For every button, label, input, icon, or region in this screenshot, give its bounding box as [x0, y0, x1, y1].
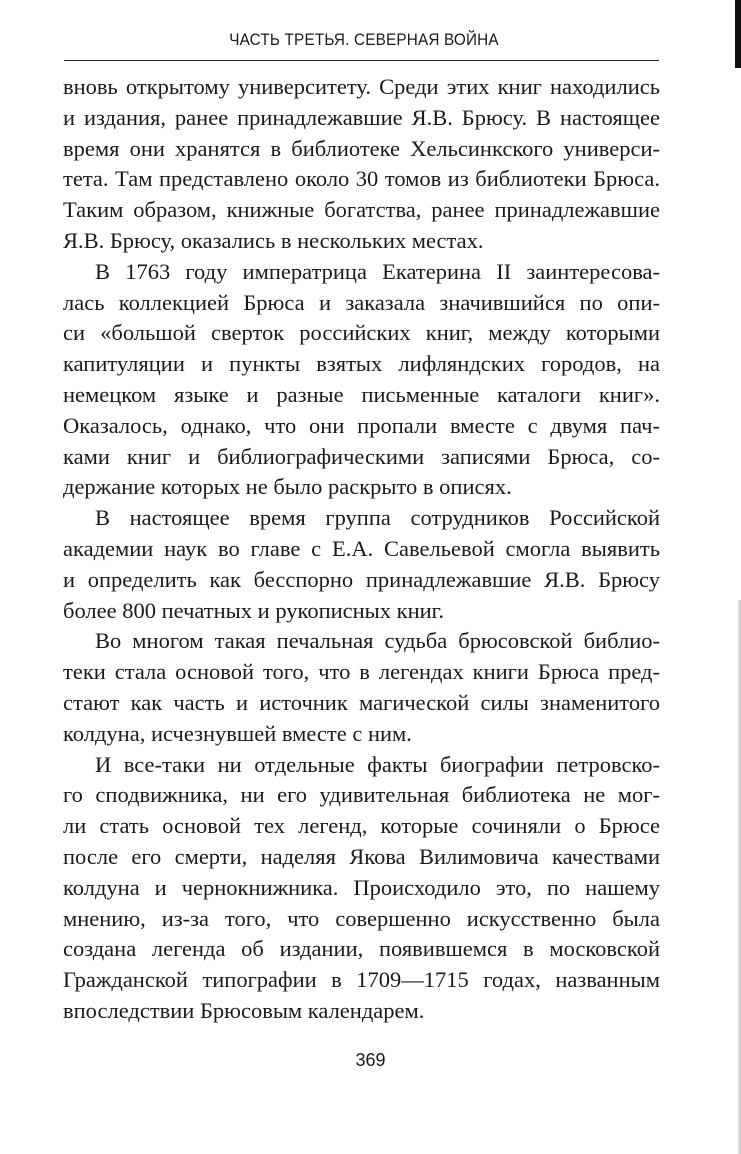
text-line: лась коллекцией Брюса и заказала значившийся по опи- [63, 289, 660, 315]
text-line: И все-таки ни отдельные факты биографии петровско- [95, 751, 660, 777]
paragraph-2 [63, 257, 660, 503]
text-line: колдуна, исчезнувшей вместе с ним. [63, 720, 412, 746]
text-line: время они хранятся в библиотеке Хельсинкского универси- [63, 135, 660, 161]
page-edge-mark [735, 0, 741, 68]
text-line: В 1763 году императрица Екатерина II заинтересова- [95, 258, 660, 284]
text-line: создана легенда об издании, появившемся в московской [63, 936, 660, 962]
running-title: ЧАСТЬ ТРЕТЬЯ. СЕВЕРНАЯ ВОЙНА [229, 30, 499, 49]
text-line: ли стать основой тех легенд, которые сочиняли о Брюсе [63, 813, 660, 839]
text-line: академии наук во главе с Е.А. Савельевой смогла выявить [63, 535, 660, 561]
page-number: 369 [355, 1050, 386, 1070]
text-line: и издания, ранее принадлежавшие Я.В. Брюсу. В настоящее [63, 104, 660, 130]
text-line: вновь открытому университету. Среди этих книг находились [63, 74, 660, 99]
text-line: Я.В. Брюсу, оказались в нескольких местах. [63, 227, 484, 253]
text-line: впоследствии Брюсовым календарем. [63, 997, 425, 1023]
header-rule [64, 60, 659, 61]
text-line: мнению, из-за того, что совершенно искусственно была [63, 905, 660, 931]
paragraph-3 [63, 503, 660, 626]
text-line: Таким образом, книжные богатства, ранее принадлежавшие [63, 197, 660, 223]
text-line: Оказалось, однако, что они пропали вместе с двумя пач- [63, 412, 660, 438]
text-line: более 800 печатных и рукописных книг. [63, 597, 444, 623]
text-line: и определить как бесспорно принадлежавшие Я.В. Брюсу [63, 566, 660, 592]
text-line: тета. Там представлено около 30 томов из библиотеки Брюса. [63, 166, 660, 192]
text-line: после его смерти, наделяя Якова Вилимовича качествами [63, 843, 660, 869]
text-line: немецком языке и разные письменные каталоги книг». [63, 381, 660, 407]
text-line: капитуляции и пункты взятых лифляндских городов, на [63, 351, 660, 377]
paragraph-5 [63, 750, 660, 1027]
text-line: Гражданской типографии в 1709—1715 годах, названным [63, 967, 660, 993]
text-line: Во многом такая печальная судьба брюсовской библио- [95, 628, 660, 654]
text-line: держание которых не было раскрыто в описях. [63, 474, 512, 500]
paragraph-4 [63, 626, 660, 749]
text-line: В настоящее время группа сотрудников Российской [95, 505, 660, 531]
text-line: ками книг и библиографическими записями Брюса, со- [63, 443, 660, 469]
text-line: теки стала основой того, что в легендах книги Брюса пред- [63, 659, 660, 685]
body-text [63, 72, 660, 1027]
text-line: колдуна и чернокнижника. Происходило это, по нашему [63, 874, 660, 900]
text-line: го сподвижника, ни его удивительная библиотека не мог- [63, 782, 660, 808]
text-line: си «большой сверток российских книг, между которыми [63, 320, 660, 346]
paragraph-1 [63, 72, 660, 257]
text-line: стают как часть и источник магической силы знаменитого [63, 689, 660, 715]
